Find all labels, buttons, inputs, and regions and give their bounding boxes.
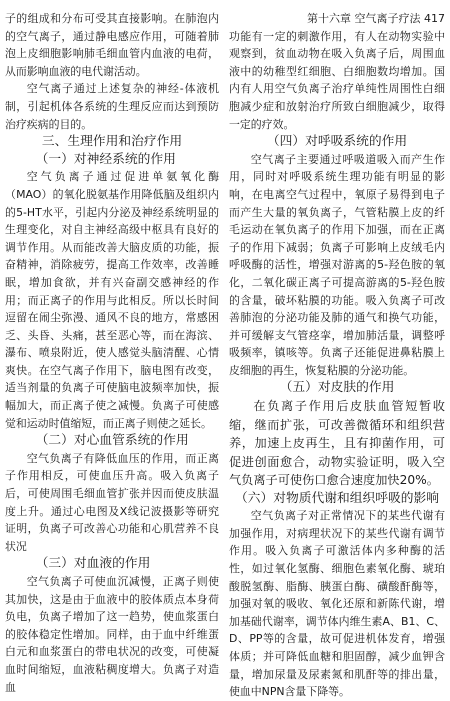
paragraph: 子的组成和分布可受其直接影响。在肺泡内的空气离子，通过静电感应作用，可随着肺泡上皮细胞影响肺毛细血管内血液的电荷，从而影响血液的电代谢活动。 — [5, 12, 219, 78]
section-heading: （二）对心血管系统的作用 — [35, 433, 189, 449]
section-heading: （一）对神经系统的作用 — [35, 151, 176, 167]
section-heading: （三）对血液的作用 — [35, 556, 151, 572]
section-heading: （四）对呼吸系统的作用 — [266, 134, 408, 150]
paragraph: 空气负离子可使血沉减慢，正离子则使其加快，这是由于血液中的胶体质点本身荷负电，负离子增加了这一趋势，使血浆蛋白的胶体稳定性增加。同样，由于血中纤维蛋白元和血浆蛋白的带电状况的改变，可使凝血时间缩短，血液粘稠度增大。负离子对造血 — [5, 575, 219, 694]
paragraph: 空气负离子有降低血压的作用，而正离子作用相反，可使血压升高。吸入负离子后，可使周围毛细血管扩张并因而使皮肤温度上升。通过心电图及X线记波摄影等研究证明，负离子可改善心功能和心肌营养不良状况 — [5, 451, 219, 553]
left-column — [5, 10, 219, 696]
section-heading: （六）对物质代谢和组织呼吸的影响 — [235, 490, 439, 506]
section-heading: 三、生理作用和治疗作用 — [41, 134, 183, 150]
paragraph: 空气负离子通过促进单氨氧化酶（MAO）的氧化脱氨基作用降低脑及组织内的5-HT水平，引起内分泌及神经系统明显的生理变化，对自主神经高级中枢具有良好的调节作用。从而能改善大脑皮质的功能，振奋精神，消除疲劳，提高工作效率，改善睡眠，增加食欲，并有兴奋副交感神经的作用；而正离子的作用与此相反。所以长时间逗留在闹尘弥漫、通风不良的地方，常感困乏、头昏、头痛，甚至恶心等，而在海滨、瀑布、喷泉附近，使人感觉头脑清醒、心情爽快。在空气离子作用下，脑电图有改变，适当剂量的负离子可使脑电波频率加快，振幅加大，而正离子使之减慢。负离子可使感觉和运动时值缩短，而正离子则使之延长。 — [5, 170, 219, 430]
page-header: 第十六章 空气离子疗法 417 — [307, 12, 445, 25]
paragraph: 空气离子主要通过呼吸道吸入而产生作用，同时对呼吸系统生理功能有明显的影响，在电离空气过程中，氧原子易得到电子而产生大量的氧负离子，气管粘膜上皮的纤毛运动在氧负离子的作用下加强，而在正离子的作用下减弱；负离子可影响上皮绒毛内呼吸酶的活性，增强对游离的5-羟色胺的氧化，二氧化碳正离子可提高游离的5-羟色胺的含量，破坏粘膜的功能。吸入负离子可改善肺泡的分泌功能及肺的通气和换气功能，并可缓解支气管痉挛，增加肺活量，调整呼吸频率，镇咳等。负离子还能促进鼻粘膜上皮细胞的再生，恢复粘膜的分泌功能。 — [229, 152, 445, 377]
paragraph: 空气负离子对正常情况下的某些代谢有加强作用，对病理状况下的某些代谢有调节作用。吸入负离子可激活体内多种酶的活性，如过氧化氢酶、细胞色素氧化酶、琥珀酸脱氢酶、脂酶、胰蛋白酶、磺酸酐酶等，加强对氧的吸收、氧化还原和新陈代谢，增加基础代谢率，调节体内维生素A、B1、C、D、PP等的含量，故可促进机体发育，增强体质；并可降低血糖和胆固醇，减少血钾含量，增加尿量及尿素氮和肌酐等的排出量，使血中NPN含量下降等。 — [229, 509, 445, 699]
paragraph: 在负离子作用后皮肤血管短暂收缩，继而扩张，可改善微循环和组织营养，加速上皮再生，且有抑菌作用，可促进创面愈合，动物实验证明，吸入空气负离子可使伤口愈合速度加快20%。 — [229, 399, 445, 488]
paragraph: 功能有一定的刺激作用，有人在动物实验中观察到，贫血动物在吸入负离子后，周围血液中的幼稚型红细胞、白细胞数均增加。国内有人用空气负离子治疗单纯性周围性白细胞减少症和放射治疗所致白细胞减少，取得一定的疗效。 — [229, 29, 445, 131]
paragraph: 空气离子通过上述复杂的神经-体液机制，引起机体各系统的生理反应而达到预防治疗疾病的目的。 — [5, 82, 219, 131]
section-heading: （五）对皮肤的作用 — [279, 380, 395, 396]
right-column — [229, 10, 445, 701]
